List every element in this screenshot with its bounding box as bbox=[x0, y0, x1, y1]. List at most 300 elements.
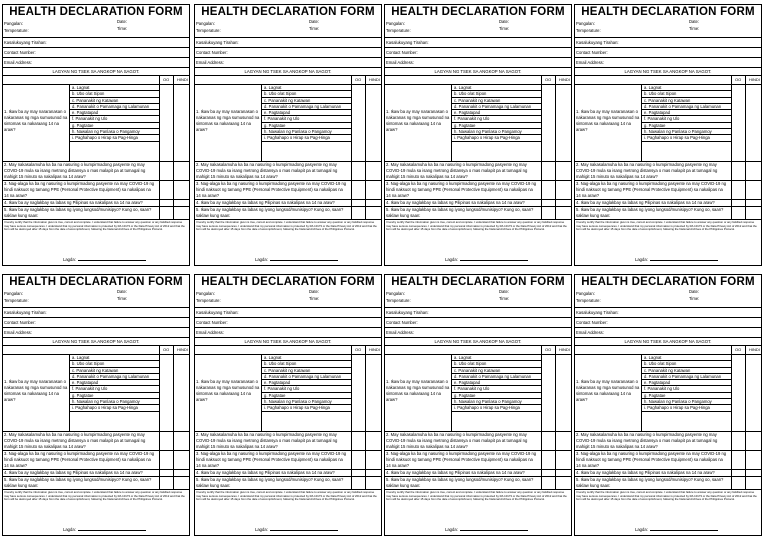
contact-number-field[interactable]: Contact Number: bbox=[575, 47, 761, 57]
time-label[interactable]: Time: bbox=[117, 296, 128, 301]
disclaimer-text: I hereby certify that the information given is true, correct and complete. I understand that failure to answer any question or any falsified response may have serious consequences. I understand that my personal information is protected by RA 10173 or the Data Privacy Act of 2012 and that the form will be destroyed after 15 days from the date of accomplishment, following the National Archives of the Philippines Protocol. bbox=[195, 219, 381, 242]
question-5-saan: saklaw kung saan: bbox=[196, 213, 231, 218]
hindi-column: HINDI bbox=[177, 77, 188, 82]
question-3-text: 3. Nag-alaga ka ba ng nasuring o kumpirmadong pasyente na may COVID-19 ng hindi naksuot ng tamang PPE (Personal Protective Equipment) sa nakalipas na 14 na araw? bbox=[4, 451, 155, 468]
symptom-option[interactable]: i. Paghahapo o Hirap sa Pag-Hinga bbox=[452, 135, 542, 141]
question-3[interactable] bbox=[195, 450, 381, 469]
instruction-text: LAGYAN NG TSEK SA ANGKOP NA SAGOT. bbox=[385, 67, 571, 75]
temperature-label[interactable]: Temperature: bbox=[576, 28, 601, 33]
symptom-option[interactable]: i. Paghahapo o Hirap sa Pag-Hinga bbox=[262, 135, 352, 141]
lagda-label: Lagda: bbox=[635, 527, 648, 532]
symptom-options bbox=[69, 85, 160, 161]
pangalan-label[interactable]: Pangalan: bbox=[4, 21, 23, 26]
instruction-text: LAGYAN NG TSEK SA ANGKOP NA SAGOT. bbox=[3, 67, 189, 75]
symptom-option[interactable]: c. Pananakit ng Katawan bbox=[262, 98, 352, 104]
hindi-column: HINDI bbox=[749, 77, 760, 82]
symptom-option[interactable]: d. Pananakit o Pamamaga ng Lalamunan bbox=[452, 104, 542, 110]
contact-number-field[interactable]: Contact Number: bbox=[385, 47, 571, 57]
tirahan-field[interactable]: Kasalukuyang Tirahan: bbox=[385, 307, 571, 317]
question-2[interactable] bbox=[575, 161, 761, 180]
question-1 bbox=[195, 354, 381, 431]
symptom-option[interactable]: c. Pananakit ng Katawan bbox=[642, 98, 732, 104]
lagda-label: Lagda: bbox=[255, 257, 268, 262]
question-1 bbox=[3, 354, 189, 431]
question-1-text: 1. Ikaw ba ay may nararanasan o nakaranas ng mga sumusunod na sintomas sa nakaraang 14 na araw? bbox=[4, 109, 68, 132]
symptom-option[interactable]: d. Pananakit o Pamamaga ng Lalamunan bbox=[262, 374, 352, 380]
date-label[interactable]: Date: bbox=[117, 19, 128, 24]
question-5-text: 5. Ikaw ba ay naglakbay sa labas ng iyong lungsod/munisipyo? Kung oo, saan? bbox=[4, 477, 152, 482]
symptom-option[interactable]: e. Pagtatapad bbox=[262, 380, 352, 386]
disclaimer-text: I hereby certify that the information given is true, correct and complete. I understand that failure to answer any question or any falsified response may have serious consequences. I understand that my personal information is protected by RA 10173 or the Data Privacy Act of 2012 and that the form will be destroyed after 15 days from the date of accomplishment, following the National Archives of the Philippines Protocol. bbox=[385, 219, 571, 242]
symptom-option[interactable]: f. Pananakit ng Ulo bbox=[452, 116, 542, 122]
header-fields bbox=[385, 289, 571, 307]
symptom-option[interactable]: i. Paghahapo o Hirap sa Pag-Hinga bbox=[70, 405, 160, 411]
date-label[interactable]: Date: bbox=[309, 289, 320, 294]
contact-number-field[interactable]: Contact Number: bbox=[385, 317, 571, 327]
question-4-text: 4. Ikaw ba ay naglakbay sa labas ng Pilipinas sa nakalipas na 14 na araw? bbox=[4, 200, 143, 205]
question-2-text: 2. May nakasalamuha ka ba na nasuring o kumpirmadong pasyente ng may COVID-19 mula sa isang metrong distansya o mas malapit pa at tumagal ng mahigit 15 minuto sa nakalipas na 14 araw? bbox=[386, 162, 528, 179]
question-2-text: 2. May nakasalamuha ka ba na nasuring o kumpirmadong pasyente ng may COVID-19 mula sa isang metrong distansya o mas malapit pa at tumagal ng mahigit 15 minuto sa nakalipas na 14 araw? bbox=[576, 432, 718, 449]
tirahan-field[interactable]: Kasalukuyang Tirahan: bbox=[575, 307, 761, 317]
symptom-option[interactable]: b. Ubo o/at Sipon bbox=[70, 361, 160, 367]
time-label[interactable]: Time: bbox=[499, 26, 510, 31]
question-1 bbox=[575, 354, 761, 431]
question-4[interactable] bbox=[575, 199, 761, 206]
symptom-option[interactable]: d. Pananakit o Pamamaga ng Lalamunan bbox=[642, 104, 732, 110]
question-1-text: 1. Ikaw ba ay may nararanasan o nakaranas ng mga sumusunod na sintomas sa nakaraang 14 na araw? bbox=[196, 379, 260, 402]
time-label[interactable]: Time: bbox=[499, 296, 510, 301]
answer-header bbox=[385, 75, 571, 84]
question-4[interactable] bbox=[195, 199, 381, 206]
symptom-option[interactable]: a. Lagnat bbox=[642, 85, 732, 91]
answer-header bbox=[575, 345, 761, 354]
oo-column: OO bbox=[355, 77, 362, 82]
question-5[interactable] bbox=[195, 206, 381, 219]
symptom-option[interactable]: h. Nawalan ng Panlasa o Pangamoy bbox=[452, 129, 542, 135]
temperature-label[interactable]: Temperature: bbox=[196, 298, 221, 303]
symptom-option[interactable]: h. Nawalan ng Panlasa o Pangamoy bbox=[642, 129, 732, 135]
question-5-saan: saklaw kung saan: bbox=[576, 213, 611, 218]
symptom-option[interactable]: a. Lagnat bbox=[70, 85, 160, 91]
hindi-column: HINDI bbox=[559, 77, 570, 82]
hindi-column: HINDI bbox=[749, 347, 760, 352]
instruction-text: LAGYAN NG TSEK SA ANGKOP NA SAGOT. bbox=[195, 337, 381, 345]
question-3[interactable] bbox=[195, 180, 381, 199]
question-3-text: 3. Nag-alaga ka ba ng nasuring o kumpirmadong pasyente na may COVID-19 ng hindi naksuot ng tamang PPE (Personal Protective Equipment) sa nakalipas na 14 na araw? bbox=[576, 451, 727, 468]
symptom-option[interactable]: g. Pagtatae bbox=[452, 123, 542, 129]
symptom-option[interactable]: h. Nawalan ng Panlasa o Pangamoy bbox=[70, 129, 160, 135]
symptom-option[interactable]: g. Pagtatae bbox=[262, 123, 352, 129]
question-4[interactable] bbox=[385, 199, 571, 206]
email-field[interactable]: Email Address: bbox=[195, 57, 381, 67]
instruction-text: LAGYAN NG TSEK SA ANGKOP NA SAGOT. bbox=[195, 67, 381, 75]
symptom-option[interactable]: i. Paghahapo o Hirap sa Pag-Hinga bbox=[642, 135, 732, 141]
symptom-option[interactable]: a. Lagnat bbox=[262, 355, 352, 361]
symptom-option[interactable]: c. Pananakit ng Katawan bbox=[70, 98, 160, 104]
question-2-text: 2. May nakasalamuha ka ba na nasuring o kumpirmadong pasyente ng may COVID-19 mula sa isang metrong distansya o mas malapit pa at tumagal ng mahigit 15 minuto sa nakalipas na 14 araw? bbox=[386, 432, 528, 449]
question-5-saan: saklaw kung saan: bbox=[4, 483, 39, 488]
form-title: HEALTH DECLARATION FORM bbox=[9, 276, 183, 288]
question-5[interactable] bbox=[3, 476, 189, 489]
symptom-option[interactable]: h. Nawalan ng Panlasa o Pangamoy bbox=[262, 129, 352, 135]
symptom-options bbox=[641, 355, 732, 431]
question-3[interactable] bbox=[3, 450, 189, 469]
question-1-text: 1. Ikaw ba ay may nararanasan o nakaranas ng mga sumusunod na sintomas sa nakaraang 14 na araw? bbox=[196, 109, 260, 132]
health-declaration-form bbox=[194, 274, 382, 536]
email-field[interactable]: Email Address: bbox=[195, 327, 381, 337]
question-1-text: 1. Ikaw ba ay may nararanasan o nakaranas ng mga sumusunod na sintomas sa nakaraang 14 na araw? bbox=[576, 379, 640, 402]
symptom-option[interactable]: f. Pananakit ng Ulo bbox=[452, 386, 542, 392]
question-4-text: 4. Ikaw ba ay naglakbay sa labas ng Pilipinas sa nakalipas na 14 na araw? bbox=[196, 200, 335, 205]
symptom-option[interactable]: d. Pananakit o Pamamaga ng Lalamunan bbox=[70, 104, 160, 110]
symptom-option[interactable]: b. Ubo o/at Sipon bbox=[452, 361, 542, 367]
symptom-option[interactable]: c. Pananakit ng Katawan bbox=[262, 368, 352, 374]
tirahan-field[interactable]: Kasalukuyang Tirahan: bbox=[385, 37, 571, 47]
date-label[interactable]: Date: bbox=[499, 289, 510, 294]
date-label[interactable]: Date: bbox=[117, 289, 128, 294]
date-label[interactable]: Date: bbox=[309, 19, 320, 24]
question-2[interactable] bbox=[3, 431, 189, 450]
form-title: HEALTH DECLARATION FORM bbox=[201, 6, 375, 18]
question-4[interactable] bbox=[385, 469, 571, 476]
symptom-option[interactable]: e. Pagtatapad bbox=[642, 110, 732, 116]
question-3-text: 3. Nag-alaga ka ba ng nasuring o kumpirmadong pasyente na may COVID-19 ng hindi naksuot ng tamang PPE (Personal Protective Equipment) sa nakalipas na 14 na araw? bbox=[196, 451, 347, 468]
contact-number-field[interactable]: Contact Number: bbox=[195, 317, 381, 327]
question-2[interactable] bbox=[195, 161, 381, 180]
symptom-option[interactable]: e. Pagtatapad bbox=[452, 110, 542, 116]
tirahan-field[interactable]: Kasalukuyang Tirahan: bbox=[3, 37, 189, 47]
contact-number-field[interactable]: Contact Number: bbox=[3, 317, 189, 327]
question-4-text: 4. Ikaw ba ay naglakbay sa labas ng Pilipinas sa nakalipas na 14 na araw? bbox=[4, 470, 143, 475]
oo-column: OO bbox=[163, 77, 170, 82]
symptom-option[interactable]: g. Pagtatae bbox=[70, 123, 160, 129]
symptom-option[interactable]: d. Pananakit o Pamamaga ng Lalamunan bbox=[642, 374, 732, 380]
time-label[interactable]: Time: bbox=[309, 296, 320, 301]
header-fields bbox=[385, 19, 571, 37]
lagda-label: Lagda: bbox=[445, 527, 458, 532]
form-title: HEALTH DECLARATION FORM bbox=[201, 276, 375, 288]
oo-column: OO bbox=[545, 347, 552, 352]
hindi-column: HINDI bbox=[559, 347, 570, 352]
symptom-option[interactable]: h. Nawalan ng Panlasa o Pangamoy bbox=[642, 399, 732, 405]
symptom-option[interactable]: a. Lagnat bbox=[70, 355, 160, 361]
email-field[interactable]: Email Address: bbox=[575, 327, 761, 337]
question-3[interactable] bbox=[575, 180, 761, 199]
header-fields bbox=[575, 19, 761, 37]
symptom-option[interactable]: h. Nawalan ng Panlasa o Pangamoy bbox=[262, 399, 352, 405]
signature-line[interactable] bbox=[635, 257, 718, 262]
time-label[interactable]: Time: bbox=[689, 26, 700, 31]
oo-column: OO bbox=[355, 347, 362, 352]
question-5[interactable] bbox=[385, 206, 571, 219]
oo-column: OO bbox=[735, 347, 742, 352]
form-title: HEALTH DECLARATION FORM bbox=[9, 6, 183, 18]
symptom-options bbox=[261, 355, 352, 431]
email-field[interactable]: Email Address: bbox=[575, 57, 761, 67]
symptom-options bbox=[451, 355, 542, 431]
symptom-option[interactable]: c. Pananakit ng Katawan bbox=[452, 368, 542, 374]
health-declaration-form bbox=[194, 4, 382, 266]
question-2[interactable] bbox=[195, 431, 381, 450]
header-fields bbox=[195, 289, 381, 307]
temperature-label[interactable]: Temperature: bbox=[4, 298, 29, 303]
symptom-option[interactable]: e. Pagtatapad bbox=[452, 380, 542, 386]
symptom-option[interactable]: e. Pagtatapad bbox=[70, 380, 160, 386]
signature-line[interactable] bbox=[445, 527, 528, 532]
contact-number-field[interactable]: Contact Number: bbox=[575, 317, 761, 327]
symptom-option[interactable]: a. Lagnat bbox=[262, 85, 352, 91]
question-1-text: 1. Ikaw ba ay may nararanasan o nakaranas ng mga sumusunod na sintomas sa nakaraang 14 na araw? bbox=[386, 109, 450, 132]
date-label[interactable]: Date: bbox=[499, 19, 510, 24]
health-declaration-form bbox=[2, 274, 190, 536]
answer-header bbox=[575, 75, 761, 84]
signature-line[interactable] bbox=[445, 257, 528, 262]
question-5[interactable] bbox=[575, 206, 761, 219]
symptom-option[interactable]: f. Pananakit ng Ulo bbox=[642, 116, 732, 122]
symptom-option[interactable]: i. Paghahapo o Hirap sa Pag-Hinga bbox=[642, 405, 732, 411]
form-title: HEALTH DECLARATION FORM bbox=[581, 6, 755, 18]
symptom-options bbox=[641, 85, 732, 161]
email-field[interactable]: Email Address: bbox=[3, 57, 189, 67]
email-field[interactable]: Email Address: bbox=[3, 327, 189, 337]
email-field[interactable]: Email Address: bbox=[385, 327, 571, 337]
question-2-text: 2. May nakasalamuha ka ba na nasuring o kumpirmadong pasyente ng may COVID-19 mula sa isang metrong distansya o mas malapit pa at tumagal ng mahigit 15 minuto sa nakalipas na 14 araw? bbox=[196, 432, 338, 449]
question-5-text: 5. Ikaw ba ay naglakbay sa labas ng iyong lungsod/munisipyo? Kung oo, saan? bbox=[4, 207, 152, 212]
symptom-option[interactable]: f. Pananakit ng Ulo bbox=[70, 116, 160, 122]
lagda-label: Lagda: bbox=[63, 527, 76, 532]
health-declaration-form bbox=[384, 274, 572, 536]
contact-number-field[interactable]: Contact Number: bbox=[195, 47, 381, 57]
instruction-text: LAGYAN NG TSEK SA ANGKOP NA SAGOT. bbox=[385, 337, 571, 345]
signature-line[interactable] bbox=[63, 257, 146, 262]
symptom-option[interactable]: a. Lagnat bbox=[452, 85, 542, 91]
time-label[interactable]: Time: bbox=[309, 26, 320, 31]
question-5-text: 5. Ikaw ba ay naglakbay sa labas ng iyong lungsod/munisipyo? Kung oo, saan? bbox=[386, 477, 534, 482]
hindi-column: HINDI bbox=[177, 347, 188, 352]
temperature-label[interactable]: Temperature: bbox=[196, 28, 221, 33]
symptom-option[interactable]: b. Ubo o/at Sipon bbox=[70, 91, 160, 97]
date-label[interactable]: Date: bbox=[689, 289, 700, 294]
symptom-option[interactable]: h. Nawalan ng Panlasa o Pangamoy bbox=[452, 399, 542, 405]
symptom-option[interactable]: i. Paghahapo o Hirap sa Pag-Hinga bbox=[262, 405, 352, 411]
symptom-option[interactable]: f. Pananakit ng Ulo bbox=[70, 386, 160, 392]
question-4-text: 4. Ikaw ba ay naglakbay sa labas ng Pilipinas sa nakalipas na 14 na araw? bbox=[196, 470, 335, 475]
temperature-label[interactable]: Temperature: bbox=[4, 28, 29, 33]
question-4-text: 4. Ikaw ba ay naglakbay sa labas ng Pilipinas sa nakalipas na 14 na araw? bbox=[386, 200, 525, 205]
question-5-saan: saklaw kung saan: bbox=[196, 483, 231, 488]
question-1-text: 1. Ikaw ba ay may nararanasan o nakaranas ng mga sumusunod na sintomas sa nakaraang 14 na araw? bbox=[386, 379, 450, 402]
symptom-option[interactable]: b. Ubo o/at Sipon bbox=[642, 91, 732, 97]
question-3-text: 3. Nag-alaga ka ba ng nasuring o kumpirmadong pasyente na may COVID-19 ng hindi naksuot ng tamang PPE (Personal Protective Equipment) sa nakalipas na 14 na araw? bbox=[386, 181, 537, 198]
health-declaration-form bbox=[574, 4, 762, 266]
question-5-text: 5. Ikaw ba ay naglakbay sa labas ng iyong lungsod/munisipyo? Kung oo, saan? bbox=[196, 477, 344, 482]
symptom-option[interactable]: a. Lagnat bbox=[642, 355, 732, 361]
contact-number-field[interactable]: Contact Number: bbox=[3, 47, 189, 57]
oo-column: OO bbox=[163, 347, 170, 352]
temperature-label[interactable]: Temperature: bbox=[576, 298, 601, 303]
hindi-column: HINDI bbox=[369, 77, 380, 82]
question-3[interactable] bbox=[575, 450, 761, 469]
symptom-option[interactable]: b. Ubo o/at Sipon bbox=[642, 361, 732, 367]
symptom-option[interactable]: c. Pananakit ng Katawan bbox=[642, 368, 732, 374]
question-3-text: 3. Nag-alaga ka ba ng nasuring o kumpirmadong pasyente na may COVID-19 ng hindi naksuot ng tamang PPE (Personal Protective Equipment) sa nakalipas na 14 na araw? bbox=[386, 451, 537, 468]
symptom-option[interactable]: i. Paghahapo o Hirap sa Pag-Hinga bbox=[70, 135, 160, 141]
instruction-text: LAGYAN NG TSEK SA ANGKOP NA SAGOT. bbox=[575, 337, 761, 345]
question-3-text: 3. Nag-alaga ka ba ng nasuring o kumpirmadong pasyente na may COVID-19 ng hindi naksuot ng tamang PPE (Personal Protective Equipment) sa nakalipas na 14 na araw? bbox=[4, 181, 155, 198]
oo-column: OO bbox=[735, 77, 742, 82]
symptom-option[interactable]: b. Ubo o/at Sipon bbox=[262, 361, 352, 367]
question-3[interactable] bbox=[385, 450, 571, 469]
instruction-text: LAGYAN NG TSEK SA ANGKOP NA SAGOT. bbox=[3, 337, 189, 345]
question-1 bbox=[385, 84, 571, 161]
symptom-option[interactable]: h. Nawalan ng Panlasa o Pangamoy bbox=[70, 399, 160, 405]
time-label[interactable]: Time: bbox=[689, 296, 700, 301]
tirahan-field[interactable]: Kasalukuyang Tirahan: bbox=[575, 37, 761, 47]
pangalan-label[interactable]: Pangalan: bbox=[196, 21, 215, 26]
question-2-text: 2. May nakasalamuha ka ba na nasuring o kumpirmadong pasyente ng may COVID-19 mula sa isang metrong distansya o mas malapit pa at tumagal ng mahigit 15 minuto sa nakalipas na 14 araw? bbox=[4, 162, 146, 179]
question-5-text: 5. Ikaw ba ay naglakbay sa labas ng iyong lungsod/munisipyo? Kung oo, saan? bbox=[576, 477, 724, 482]
question-5-text: 5. Ikaw ba ay naglakbay sa labas ng iyong lungsod/munisipyo? Kung oo, saan? bbox=[576, 207, 724, 212]
symptom-option[interactable]: e. Pagtatapad bbox=[262, 110, 352, 116]
symptom-option[interactable]: b. Ubo o/at Sipon bbox=[452, 91, 542, 97]
question-1 bbox=[385, 354, 571, 431]
symptom-option[interactable]: g. Pagtatae bbox=[642, 123, 732, 129]
symptom-option[interactable]: c. Pananakit ng Katawan bbox=[452, 98, 542, 104]
question-3-text: 3. Nag-alaga ka ba ng nasuring o kumpirmadong pasyente na may COVID-19 ng hindi naksuot ng tamang PPE (Personal Protective Equipment) sa nakalipas na 14 na araw? bbox=[196, 181, 347, 198]
tirahan-field[interactable]: Kasalukuyang Tirahan: bbox=[3, 307, 189, 317]
pangalan-label[interactable]: Pangalan: bbox=[4, 291, 23, 296]
signature-line[interactable] bbox=[635, 527, 718, 532]
symptom-option[interactable]: d. Pananakit o Pamamaga ng Lalamunan bbox=[452, 374, 542, 380]
symptom-option[interactable]: d. Pananakit o Pamamaga ng Lalamunan bbox=[262, 104, 352, 110]
disclaimer-text: I hereby certify that the information given is true, correct and complete. I understand that failure to answer any question or any falsified response may have serious consequences. I understand that my personal information is protected by RA 10173 or the Data Privacy Act of 2012 and that the form will be destroyed after 15 days from the date of accomplishment, following the National Archives of the Philippines Protocol. bbox=[575, 219, 761, 242]
symptom-option[interactable]: e. Pagtatapad bbox=[642, 380, 732, 386]
question-5-saan: saklaw kung saan: bbox=[4, 213, 39, 218]
disclaimer-text: I hereby certify that the information given is true, correct and complete. I understand that failure to answer any question or any falsified response may have serious consequences. I understand that my personal information is protected by RA 10173 or the Data Privacy Act of 2012 and that the form will be destroyed after 15 days from the date of accomplishment, following the National Archives of the Philippines Protocol. bbox=[3, 489, 189, 512]
form-title: HEALTH DECLARATION FORM bbox=[391, 6, 565, 18]
signature-line[interactable] bbox=[63, 527, 146, 532]
question-5[interactable] bbox=[385, 476, 571, 489]
question-5-text: 5. Ikaw ba ay naglakbay sa labas ng iyong lungsod/munisipyo? Kung oo, saan? bbox=[196, 207, 344, 212]
question-2-text: 2. May nakasalamuha ka ba na nasuring o kumpirmadong pasyente ng may COVID-19 mula sa isang metrong distansya o mas malapit pa at tumagal ng mahigit 15 minuto sa nakalipas na 14 araw? bbox=[4, 432, 146, 449]
temperature-label[interactable]: Temperature: bbox=[386, 28, 411, 33]
question-4[interactable] bbox=[575, 469, 761, 476]
question-5-saan: saklaw kung saan: bbox=[386, 483, 421, 488]
answer-header bbox=[195, 75, 381, 84]
question-4-text: 4. Ikaw ba ay naglakbay sa labas ng Pilipinas sa nakalipas na 14 na araw? bbox=[576, 470, 715, 475]
header-fields bbox=[575, 289, 761, 307]
tirahan-field[interactable]: Kasalukuyang Tirahan: bbox=[195, 37, 381, 47]
pangalan-label[interactable]: Pangalan: bbox=[386, 21, 405, 26]
question-2[interactable] bbox=[575, 431, 761, 450]
symptom-option[interactable]: i. Paghahapo o Hirap sa Pag-Hinga bbox=[452, 405, 542, 411]
lagda-label: Lagda: bbox=[63, 257, 76, 262]
question-3-text: 3. Nag-alaga ka ba ng nasuring o kumpirmadong pasyente na may COVID-19 ng hindi naksuot ng tamang PPE (Personal Protective Equipment) sa nakalipas na 14 na araw? bbox=[576, 181, 727, 198]
disclaimer-text: I hereby certify that the information given is true, correct and complete. I understand that failure to answer any question or any falsified response may have serious consequences. I understand that my personal information is protected by RA 10173 or the Data Privacy Act of 2012 and that the form will be destroyed after 15 days from the date of accomplishment, following the National Archives of the Philippines Protocol. bbox=[195, 489, 381, 512]
pangalan-label[interactable]: Pangalan: bbox=[576, 291, 595, 296]
answer-header bbox=[3, 75, 189, 84]
health-declaration-form bbox=[384, 4, 572, 266]
symptom-option[interactable]: a. Lagnat bbox=[452, 355, 542, 361]
question-3[interactable] bbox=[3, 180, 189, 199]
symptom-option[interactable]: f. Pananakit ng Ulo bbox=[262, 386, 352, 392]
temperature-label[interactable]: Temperature: bbox=[386, 298, 411, 303]
header-fields bbox=[3, 289, 189, 307]
symptom-option[interactable]: d. Pananakit o Pamamaga ng Lalamunan bbox=[70, 374, 160, 380]
symptom-option[interactable]: g. Pagtatae bbox=[452, 393, 542, 399]
answer-header bbox=[3, 345, 189, 354]
lagda-label: Lagda: bbox=[635, 257, 648, 262]
form-title: HEALTH DECLARATION FORM bbox=[391, 276, 565, 288]
symptom-option[interactable]: f. Pananakit ng Ulo bbox=[262, 116, 352, 122]
question-2-text: 2. May nakasalamuha ka ba na nasuring o kumpirmadong pasyente ng may COVID-19 mula sa isang metrong distansya o mas malapit pa at tumagal ng mahigit 15 minuto sa nakalipas na 14 araw? bbox=[576, 162, 718, 179]
question-4-text: 4. Ikaw ba ay naglakbay sa labas ng Pilipinas sa nakalipas na 14 na araw? bbox=[576, 200, 715, 205]
question-5[interactable] bbox=[195, 476, 381, 489]
header-fields bbox=[195, 19, 381, 37]
question-4-text: 4. Ikaw ba ay naglakbay sa labas ng Pilipinas sa nakalipas na 14 na araw? bbox=[386, 470, 525, 475]
question-2[interactable] bbox=[3, 161, 189, 180]
question-5-text: 5. Ikaw ba ay naglakbay sa labas ng iyong lungsod/munisipyo? Kung oo, saan? bbox=[386, 207, 534, 212]
disclaimer-text: I hereby certify that the information given is true, correct and complete. I understand that failure to answer any question or any falsified response may have serious consequences. I understand that my personal information is protected by RA 10173 or the Data Privacy Act of 2012 and that the form will be destroyed after 15 days from the date of accomplishment, following the National Archives of the Philippines Protocol. bbox=[3, 219, 189, 242]
question-5[interactable] bbox=[3, 206, 189, 219]
symptom-option[interactable]: f. Pananakit ng Ulo bbox=[642, 386, 732, 392]
answer-header bbox=[385, 345, 571, 354]
email-field[interactable]: Email Address: bbox=[385, 57, 571, 67]
question-2[interactable] bbox=[385, 431, 571, 450]
symptom-option[interactable]: c. Pananakit ng Katawan bbox=[70, 368, 160, 374]
signature-line[interactable] bbox=[255, 257, 338, 262]
question-1-text: 1. Ikaw ba ay may nararanasan o nakaranas ng mga sumusunod na sintomas sa nakaraang 14 na araw? bbox=[576, 109, 640, 132]
pangalan-label[interactable]: Pangalan: bbox=[196, 291, 215, 296]
question-4[interactable] bbox=[3, 199, 189, 206]
pangalan-label[interactable]: Pangalan: bbox=[386, 291, 405, 296]
hindi-column: HINDI bbox=[369, 347, 380, 352]
question-1 bbox=[3, 84, 189, 161]
instruction-text: LAGYAN NG TSEK SA ANGKOP NA SAGOT. bbox=[575, 67, 761, 75]
pangalan-label[interactable]: Pangalan: bbox=[576, 21, 595, 26]
answer-header bbox=[195, 345, 381, 354]
symptom-options bbox=[451, 85, 542, 161]
lagda-label: Lagda: bbox=[255, 527, 268, 532]
symptom-option[interactable]: e. Pagtatapad bbox=[70, 110, 160, 116]
symptom-options bbox=[261, 85, 352, 161]
question-5[interactable] bbox=[575, 476, 761, 489]
date-label[interactable]: Date: bbox=[689, 19, 700, 24]
tirahan-field[interactable]: Kasalukuyang Tirahan: bbox=[195, 307, 381, 317]
symptom-option[interactable]: g. Pagtatae bbox=[642, 393, 732, 399]
question-2-text: 2. May nakasalamuha ka ba na nasuring o kumpirmadong pasyente ng may COVID-19 mula sa isang metrong distansya o mas malapit pa at tumagal ng mahigit 15 minuto sa nakalipas na 14 araw? bbox=[196, 162, 338, 179]
question-1-text: 1. Ikaw ba ay may nararanasan o nakaranas ng mga sumusunod na sintomas sa nakaraang 14 na araw? bbox=[4, 379, 68, 402]
disclaimer-text: I hereby certify that the information given is true, correct and complete. I understand that failure to answer any question or any falsified response may have serious consequences. I understand that my personal information is protected by RA 10173 or the Data Privacy Act of 2012 and that the form will be destroyed after 15 days from the date of accomplishment, following the National Archives of the Philippines Protocol. bbox=[385, 489, 571, 512]
header-fields bbox=[3, 19, 189, 37]
question-5-saan: saklaw kung saan: bbox=[386, 213, 421, 218]
question-4[interactable] bbox=[195, 469, 381, 476]
time-label[interactable]: Time: bbox=[117, 26, 128, 31]
question-1 bbox=[195, 84, 381, 161]
question-2[interactable] bbox=[385, 161, 571, 180]
symptom-option[interactable]: b. Ubo o/at Sipon bbox=[262, 91, 352, 97]
signature-line[interactable] bbox=[255, 527, 338, 532]
form-title: HEALTH DECLARATION FORM bbox=[581, 276, 755, 288]
symptom-option[interactable]: g. Pagtatae bbox=[262, 393, 352, 399]
health-declaration-form bbox=[574, 274, 762, 536]
lagda-label: Lagda: bbox=[445, 257, 458, 262]
question-4[interactable] bbox=[3, 469, 189, 476]
question-3[interactable] bbox=[385, 180, 571, 199]
health-declaration-form bbox=[2, 4, 190, 266]
symptom-option[interactable]: g. Pagtatae bbox=[70, 393, 160, 399]
symptom-options bbox=[69, 355, 160, 431]
